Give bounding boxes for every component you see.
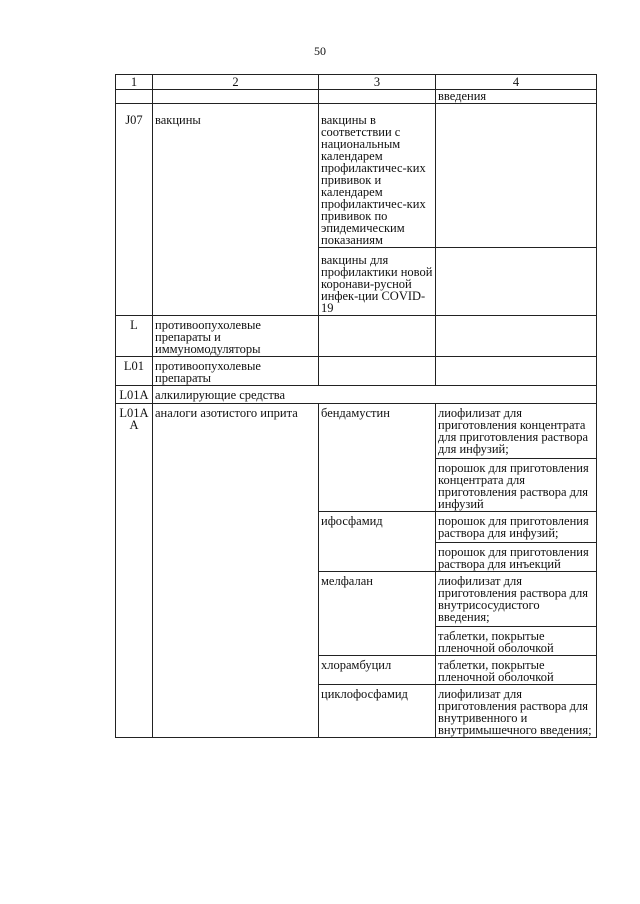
- medication-table: [115, 74, 597, 738]
- drug-name: циклофосфамид: [319, 685, 436, 738]
- row-group: аналоги азотистого иприта: [153, 404, 319, 738]
- drug-form: лиофилизат для приготовления концентрата для приготовления раствора для инфузий;: [438, 406, 588, 456]
- table-row-l01: [116, 357, 597, 386]
- row-code: J07: [116, 104, 153, 316]
- table-row-l: [116, 316, 597, 357]
- drug-forms: [436, 572, 597, 656]
- continuation-text: введения: [436, 90, 597, 104]
- drug-form: таблетки, покрытые пленочной оболочкой: [436, 626, 596, 654]
- drug-forms: [436, 512, 597, 572]
- row-drug: вакцины для профилактики новой коронави-русной инфек-ции COVID-19: [319, 248, 436, 316]
- table-row-continuation: [116, 90, 597, 104]
- drug-form: порошок для приготовления концентрата для приготовления раствора для инфузий: [436, 458, 596, 510]
- page-number: 50: [314, 44, 326, 58]
- table-header-row: [116, 75, 597, 90]
- table-row-l01a: [116, 386, 597, 404]
- row-group: противоопухолевые препараты и иммуномодуляторы: [153, 316, 319, 357]
- row-drug: вакцины в соответствии с национальным календарем профилактичес-ких прививок и календарем профилактичес-ких прививок по эпидемическим показаниям: [319, 104, 436, 248]
- drug-name: ифосфамид: [319, 512, 436, 572]
- drug-form: таблетки, покрытые пленочной оболочкой: [436, 656, 597, 685]
- row-code: L: [116, 316, 153, 357]
- drug-form: порошок для приготовления раствора для инъекций: [436, 542, 596, 570]
- row-code: L01A: [116, 386, 153, 404]
- drug-name: хлорамбуцил: [319, 656, 436, 685]
- drug-form: порошок для приготовления раствора для инфузий;: [438, 514, 589, 540]
- row-code: L01: [116, 357, 153, 386]
- table-row-l01aa-bendamustine: [116, 404, 597, 512]
- row-group: противоопухолевые препараты: [153, 357, 319, 386]
- drug-forms: [436, 404, 597, 512]
- drug-form: лиофилизат для приготовления раствора для внутрисосудистого введения;: [438, 574, 588, 624]
- column-header-2: 2: [153, 75, 319, 90]
- column-header-4: 4: [436, 75, 597, 90]
- drug-name: бендамустин: [319, 404, 436, 512]
- drug-name: мелфалан: [319, 572, 436, 656]
- row-group: вакцины: [153, 104, 319, 316]
- table-row-j07-a: [116, 104, 597, 248]
- row-group: алкилирующие средства: [153, 386, 597, 404]
- column-header-1: 1: [116, 75, 153, 90]
- row-code: L01A A: [116, 404, 153, 738]
- column-header-3: 3: [319, 75, 436, 90]
- drug-form: лиофилизат для приготовления раствора для внутривенного и внутримышечного введения;: [436, 685, 597, 738]
